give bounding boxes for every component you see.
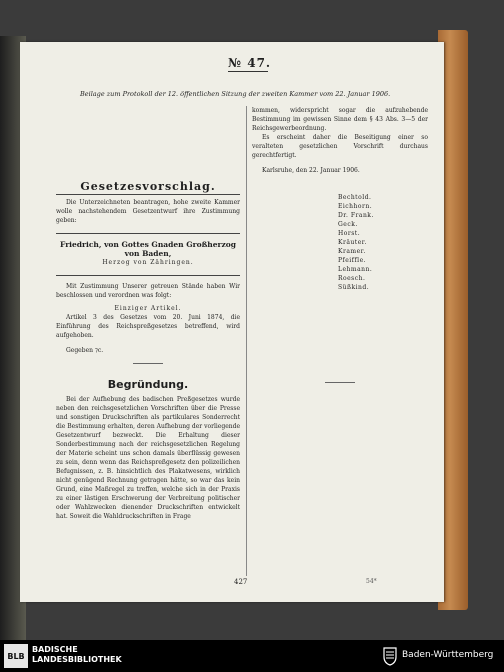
sovereign-line-2: Herzog von Zähringen. xyxy=(102,259,194,266)
printer-signature: 54* xyxy=(366,578,377,585)
signer: Horst. xyxy=(338,230,361,237)
signer: Bechtold. xyxy=(338,194,372,201)
library-name[interactable] xyxy=(32,645,122,665)
state-name[interactable]: Baden-Württemberg xyxy=(402,650,494,660)
library-name-line-2: LANDESBIBLIOTHEK xyxy=(32,655,122,664)
blb-logo-icon[interactable]: BLB xyxy=(4,644,28,668)
beilage-line: Beilage zum Protokoll der 12. öffentlichen Sitzung der zweiten Kammer vom 22. Januar 1906. xyxy=(80,90,391,98)
continued-text: kommen, widerspricht sogar die aufzuhebende Bestimmung im gewissen Sinne dem § 43 Abs. 3—5 der Reichsgewerbeordnung. xyxy=(252,107,428,132)
left-column xyxy=(56,142,240,521)
signer: Kräuter. xyxy=(338,239,367,246)
signer: Roesch. xyxy=(338,275,366,282)
begruendung-text: Bei der Aufhebung des badischen Preßgesetzes wurde neben den reichsgesetzlichen Vorschriften über die Presse und sonstigen Druckschriften als partikulares Sonderrecht die Bestimmung erhalten, deren Aufhebung der vorliegende Gesetzentwurf bezweckt. Die Erhaltung dieser Sonderbestimmung nach der reichsgesetzlichen Regelung der Materie scheint uns schon damals überflüssig gewesen zu sein, denn wenn das Reichspreßgesetz den polizeilichen Befugnissen, z. B. hinsichtlich des Plakatwesens, wirklich nicht genügend Rechnung getragen hätte, so war das kein Grund, eine Maßregel zu treffen, welche sich in der Praxis zu einer lästigen Erschwerung der Verbreitung politischer oder Wahlzwecken dienender Druckschriften entwickelt hat. Soweit die Wahldruckschriften in Frage xyxy=(56,396,240,520)
signer: Geck. xyxy=(338,221,358,228)
conclusion-text: Es erscheint daher die Beseitigung einer so veralteten gesetzlichen Vorschrift durchaus gerechtfertigt. xyxy=(252,134,428,159)
title-rule xyxy=(56,194,240,195)
signer: Pfeiffle. xyxy=(338,257,367,264)
library-name-line-1: BADISCHE xyxy=(32,645,78,654)
sovereign-rule xyxy=(56,275,240,276)
state-coat-of-arms-icon xyxy=(382,646,398,666)
begruendung-heading: Begründung. xyxy=(107,378,189,391)
right-rule xyxy=(325,382,355,383)
given-line: Gegeben ⁊c. xyxy=(66,347,104,354)
intro-text: Die Unterzeichneten beantragen, hohe zweite Kammer wolle nachstehendem Gesetzentwurf ihre Zustimmung geben: xyxy=(56,199,240,224)
signer: Kramer. xyxy=(338,248,366,255)
proposal-title: Gesetzesvorschlag. xyxy=(80,180,216,193)
article-text: Artikel 3 des Gesetzes vom 20. Juni 1874, die Einführung des Reichspreßgesetzes betreffend, wird aufgehoben. xyxy=(56,314,240,339)
document-page xyxy=(20,42,444,602)
document-number: № 47. xyxy=(228,56,272,70)
page-number: 427 xyxy=(234,578,248,586)
signer: Lehmann. xyxy=(338,266,373,273)
section-rule xyxy=(133,363,163,364)
place-date: Karlsruhe, den 22. Januar 1906. xyxy=(262,167,360,174)
signer: Eichhorn. xyxy=(338,203,373,210)
signer: Dr. Frank. xyxy=(338,212,374,219)
signer-list xyxy=(338,193,428,292)
article-heading: Einziger Artikel. xyxy=(114,305,182,312)
consent-text: Mit Zustimmung Unserer getreuen Stände haben Wir beschlossen und verordnen was folgt: xyxy=(56,283,240,299)
right-column xyxy=(252,106,428,383)
sovereign-line: Friedrich, von Gottes Gnaden Großherzog von Baden, xyxy=(60,240,236,258)
library-footer-bar xyxy=(0,640,504,672)
column-divider xyxy=(246,106,247,576)
intro-rule xyxy=(56,233,240,234)
signer: Süßkind. xyxy=(338,284,370,291)
